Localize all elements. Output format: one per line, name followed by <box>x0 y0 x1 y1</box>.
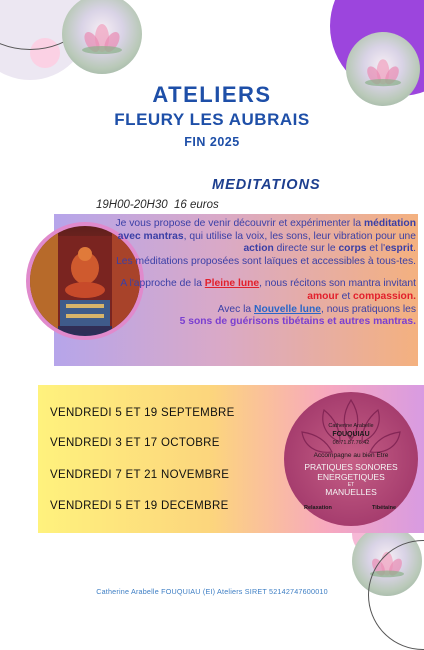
highlight-esprit: esprit <box>385 243 414 255</box>
logo-name-1: Catherine Arabelle <box>328 423 374 429</box>
logo-tagline: Accompagne au bien Etre <box>313 452 389 459</box>
logo-line-1: PRATIQUES SONORES <box>304 462 398 472</box>
meditations-heading: MEDITATIONS <box>212 177 321 193</box>
date-october: VENDREDI 3 ET 17 OCTOBRE <box>50 437 220 449</box>
date-september: VENDREDI 5 ET 19 SEPTEMBRE <box>50 407 235 419</box>
schedule-line <box>96 199 219 211</box>
logo-name-2: FOUQUIAU <box>332 431 370 438</box>
text-span: et <box>338 290 354 302</box>
date-december: VENDREDI 5 ET 19 DECEMBRE <box>50 500 229 512</box>
period-subtitle: FIN 2025 <box>184 135 240 149</box>
location-subtitle: FLEURY LES AUBRAIS <box>114 110 310 129</box>
logo-left-tag: Relaxation <box>304 505 332 511</box>
lotus-photo-top-center <box>62 0 142 74</box>
footer-siret: Catherine Arabelle FOUQUIAU (EI) Ateliers SIRET 52142747600010 <box>96 587 328 596</box>
highlight-compassion: compassion. <box>353 290 416 302</box>
description-paragraph-4 <box>110 304 416 317</box>
text-span: A l'approche de la <box>120 278 205 290</box>
text-span: directe sur le <box>273 243 339 255</box>
highlight-meditation-mantras: méditation avec mantras <box>117 218 416 242</box>
logo-line-2: ENERGETIQUES <box>317 472 385 482</box>
text-span: . <box>413 243 416 255</box>
lotus-icon <box>77 16 127 56</box>
highlight-amour: amour <box>307 290 339 302</box>
description-paragraph-1 <box>110 218 416 256</box>
description-paragraph-3 <box>110 278 416 303</box>
highlight-action: action <box>243 243 274 255</box>
logo-line-3: ET <box>347 482 355 488</box>
hours-text: 19H00-20H30 <box>96 199 168 211</box>
logo-right-tag: Tibétaine <box>372 505 397 511</box>
description-text <box>110 218 416 329</box>
text-span: Avec la <box>217 303 255 315</box>
description-paragraph-5: 5 sons de guérisons tibétains et autres mantras. <box>179 316 416 328</box>
text-span: et l' <box>366 243 386 255</box>
highlight-corps: corps <box>338 243 367 255</box>
price-text: 16 euros <box>174 199 219 211</box>
logo-phone: 06.71.87.76.42 <box>332 440 370 446</box>
nouvelle-lune-link[interactable]: Nouvelle lune <box>254 303 321 315</box>
date-november: VENDREDI 7 ET 21 NOVEMBRE <box>50 469 230 481</box>
logo-line-4: MANUELLES <box>325 487 377 497</box>
text-span: , qui utilise la voix, les sons, leur vibration pour une <box>183 230 416 242</box>
text-span: Je vous propose de venir découvrir et expérimenter la <box>115 218 364 229</box>
text-span: , nous récitons son mantra invitant <box>259 278 416 290</box>
text-span: , nous pratiquons les <box>320 303 416 315</box>
page-title: ATELIERS <box>152 82 272 107</box>
pleine-lune-link[interactable]: Pleine lune <box>204 278 260 290</box>
description-paragraph-2: Les méditations proposées sont laïques et accessibles à tous-tes. <box>116 255 416 267</box>
